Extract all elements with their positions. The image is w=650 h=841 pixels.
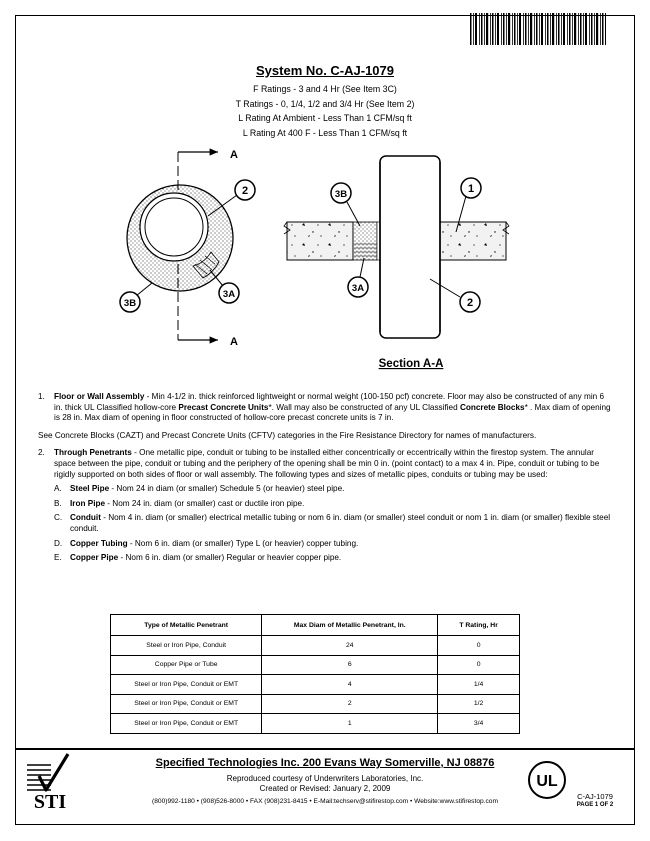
column-header: Max Diam of Metallic Penetrant, In.	[262, 615, 438, 636]
ratings-block	[0, 82, 650, 140]
system-number-title: System No. C-AJ-1079	[256, 63, 394, 78]
item-2e: E. Copper Pipe - Nom 6 in. diam (or smaller) Regular or heavier copper pipe.	[54, 553, 342, 563]
section-caption: Section A-A	[378, 358, 444, 370]
table-row: Steel or Iron Pipe, Conduit or EMT 2 1/2	[111, 694, 520, 714]
l-rating-400f: L Rating At 400 F - Less Than 1 CFM/sq ft	[242, 127, 408, 138]
barcode	[468, 12, 608, 46]
callout-3a-section	[348, 258, 368, 297]
section-marker-bottom: A	[230, 336, 238, 348]
manufacturers-note: See Concrete Blocks (CAZT) and Precast Concrete Units (CFTV) categories in the Fire Resistance Directory for names of manufacturers.	[38, 430, 537, 440]
l-rating-ambient: L Rating At Ambient - Less Than 1 CFM/sq ft	[238, 113, 412, 124]
item-1: 1. Floor or Wall Assembly - Min 4-1/2 in. thick reinforced lightweight or normal weight (100-150 pcf) concrete. Floor may also be constructed of any min 6 in. thick UL Classified hollow-core Precast Concrete Units*. Wall may also be constructed of any UL Classified Concrete Blocks* . Max diam of opening is 28 in. Max diam of opening in floor constructed of hollow-core precast concrete units is 7 in.	[38, 392, 611, 423]
column-header: T Rating, Hr	[438, 615, 520, 636]
item-2b: B. Iron Pipe - Nom 24 in. diam (or smaller) cast or ductile iron pipe.	[54, 498, 305, 508]
contact-info: (800)992-1180 • (908)526-8000 • FAX (908)231-8415 • E-Mail:techserv@stifirestop.com • Website:www.stifirestop.com	[152, 798, 498, 805]
svg-text:3A: 3A	[351, 283, 365, 294]
t-rating: T Ratings - 0, 1/4, 1/2 and 3/4 Hr (See Item 2)	[235, 98, 415, 109]
company-name: Specified Technologies Inc. 200 Evans Way Somerville, NJ 08876	[155, 757, 495, 769]
footer-system-number: C-AJ-1079	[577, 792, 613, 801]
svg-text:3B: 3B	[334, 189, 348, 200]
item-2: 2. Through Penetrants - One metallic pipe, conduit or tubing to be installed either concentrically or eccentrically within the firestop system. The annular space between the pipe, conduit or tubing and the periphery of the opening shall be min 0 in. (point contact) to a max 4 in. Pipe, conduit or tubing to be rigidly supported on both sides of floor or wall assembly. The following types and sizes of metallic pipes, conduits or tubing may be used:	[38, 448, 600, 479]
specification-text	[38, 392, 612, 564]
svg-text:2: 2	[466, 297, 474, 309]
page-indicator: PAGE 1 OF 2	[576, 802, 614, 808]
item-2c: C. Conduit - Nom 4 in. diam (or smaller) electrical metallic tubing or nom 6 in. diam (or smaller) steel conduit or nom 1 in. diam (or smaller) flexible steel conduit.	[54, 513, 611, 533]
t-rating-table	[110, 614, 520, 734]
table-row: Steel or Iron Pipe, Conduit or EMT 1 3/4	[111, 714, 520, 734]
svg-text:UL: UL	[536, 773, 558, 790]
callout-3b-section	[331, 183, 360, 226]
svg-text:3A: 3A	[222, 289, 236, 300]
svg-text:3B: 3B	[123, 298, 137, 309]
table-row: Steel or Iron Pipe, Conduit or EMT 4 1/4	[111, 675, 520, 695]
item-2a: A. Steel Pipe - Nom 24 in diam (or smaller) Schedule 5 (or heavier) steel pipe.	[54, 484, 345, 494]
courtesy-line: Reproduced courtesy of Underwriters Laboratories, Inc.	[226, 774, 424, 783]
table-row: Steel or Iron Pipe, Conduit 24 0	[111, 636, 520, 656]
column-header: Type of Metallic Penetrant	[111, 615, 262, 636]
item-2d: D. Copper Tubing - Nom 6 in. diam (or smaller) Type L (or heavier) copper tubing.	[54, 538, 359, 548]
svg-text:1: 1	[467, 183, 475, 195]
revision-date: Created or Revised: January 2, 2009	[259, 784, 391, 793]
svg-text:2: 2	[241, 185, 249, 197]
callout-3b-plan	[120, 283, 152, 312]
table-header-row	[111, 615, 520, 636]
f-rating: F Ratings - 3 and 4 Hr (See Item 3C)	[253, 84, 397, 94]
firestop-diagram	[90, 140, 560, 375]
footer-divider	[15, 748, 635, 750]
svg-text:STI: STI	[33, 791, 67, 812]
plan-view	[127, 152, 236, 340]
callout-3a-plan	[210, 270, 239, 303]
section-marker-top: A	[230, 149, 238, 161]
table-row: Copper Pipe or Tube 6 0	[111, 655, 520, 675]
